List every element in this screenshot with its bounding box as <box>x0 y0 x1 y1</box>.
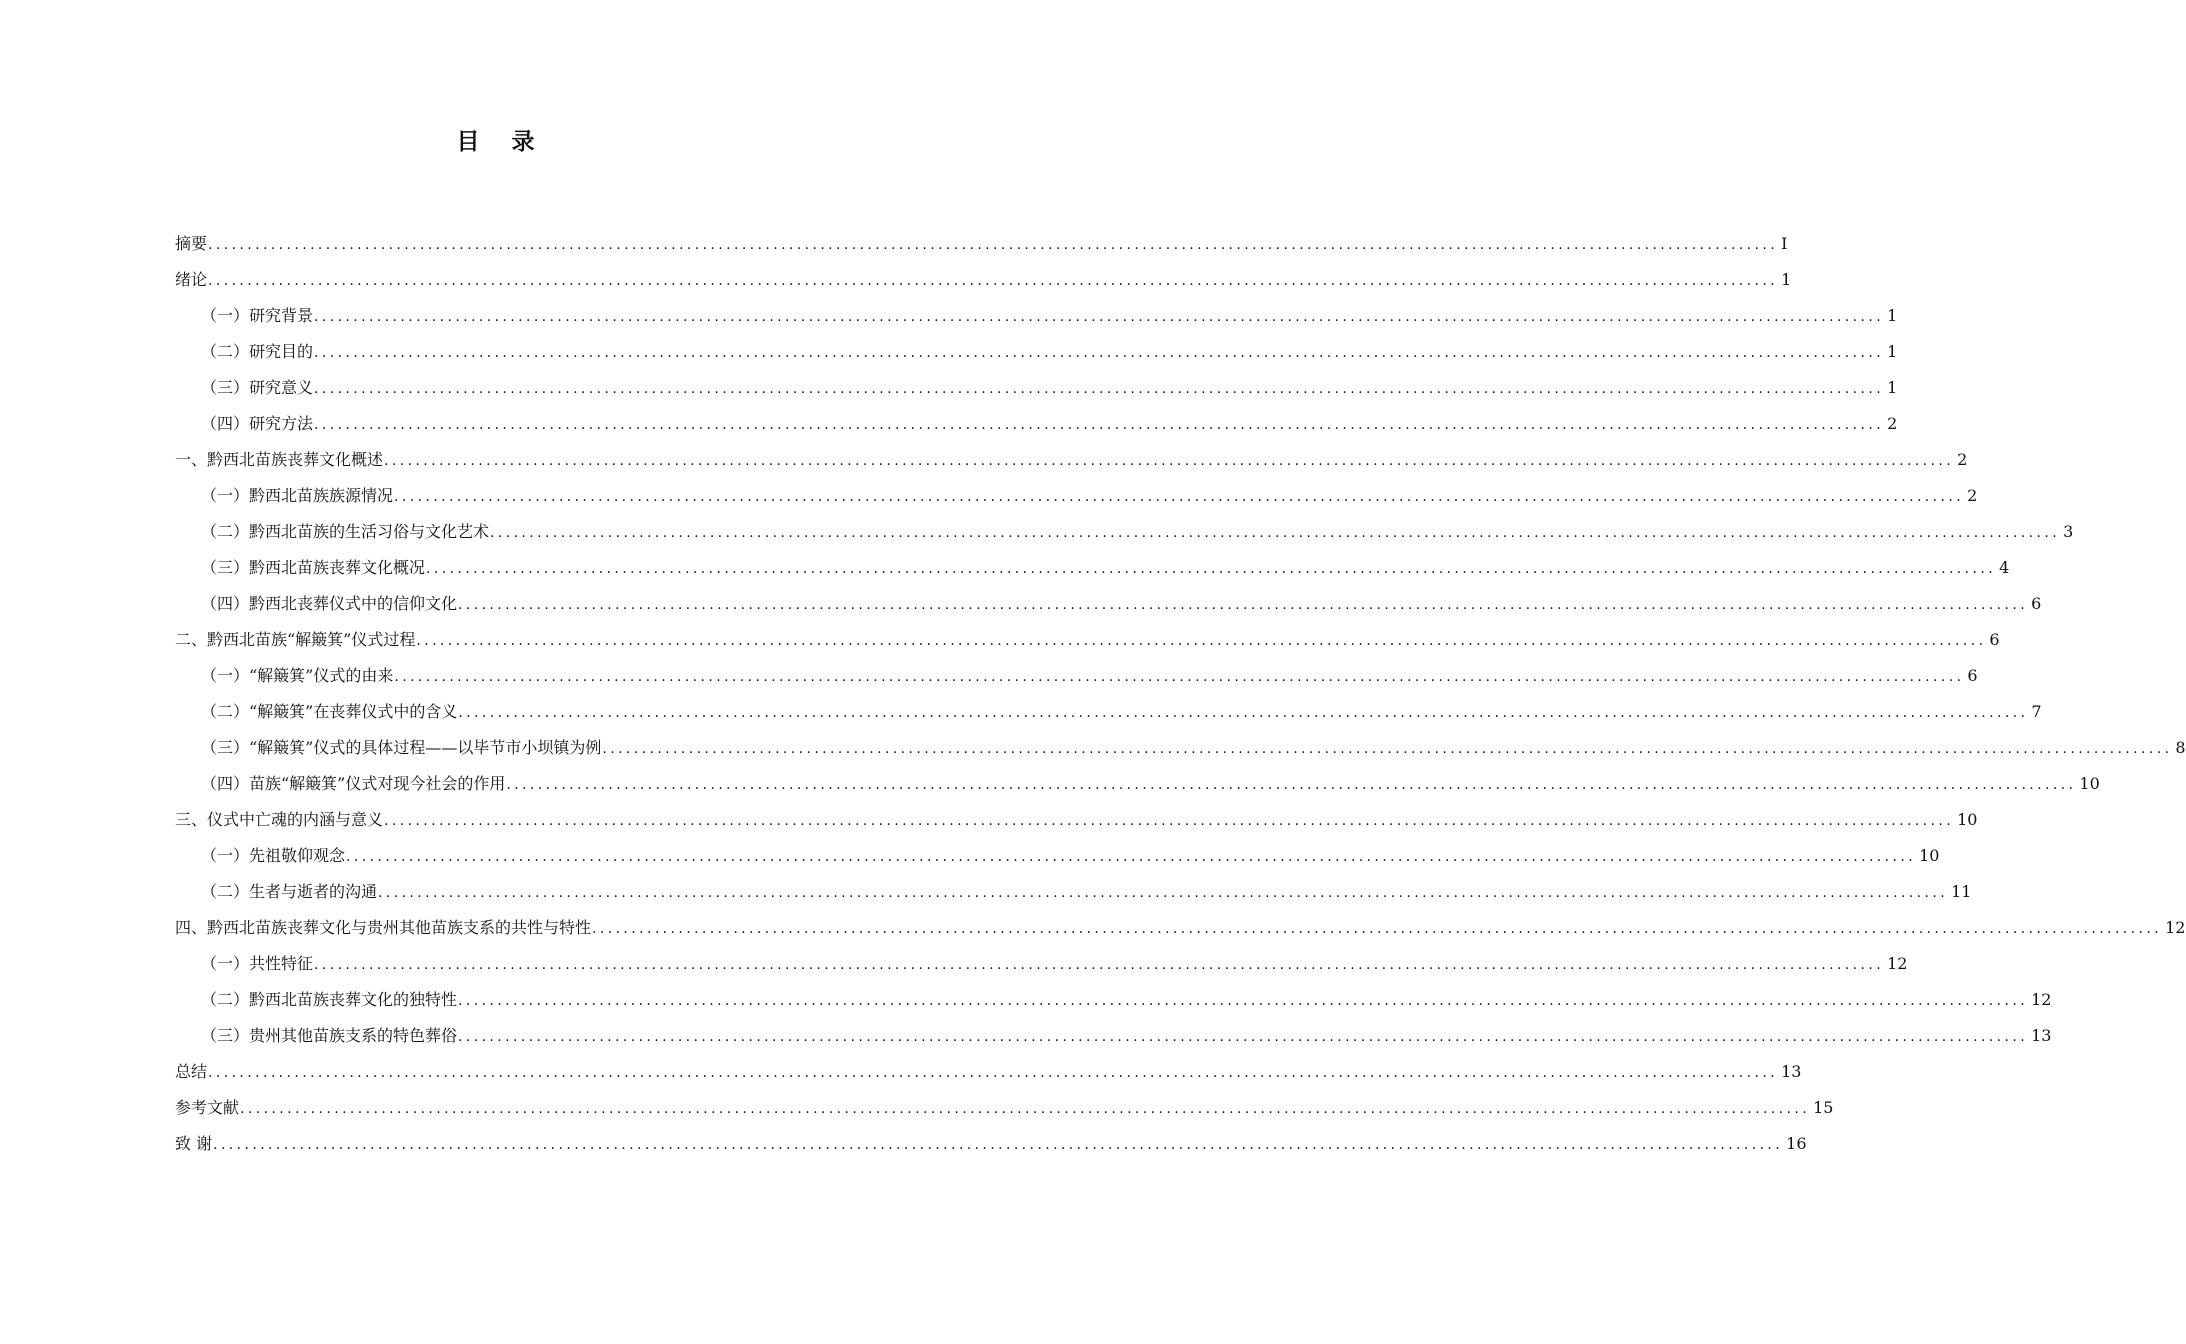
toc-entry-label: （三）贵州其他苗族支系的特色葬俗 <box>201 1026 458 1045</box>
toc-entry-label: （三）研究意义 <box>201 378 314 397</box>
toc-entry-label: （一）共性特征 <box>201 954 314 973</box>
toc-entry-page-number: 6 <box>1967 666 1978 685</box>
toc-entry-label: 摘要 <box>175 234 208 253</box>
toc-entry[interactable] <box>175 910 2186 946</box>
toc-entry[interactable] <box>175 370 1898 406</box>
toc-dot-leader: ........................................................................................................................................................................................................ <box>592 921 2163 937</box>
toc-entry-label: （二）黔西北苗族的生活习俗与文化艺术 <box>201 522 490 541</box>
page-title: 目 录 <box>456 129 547 155</box>
toc-entry-label: （二）研究目的 <box>201 342 314 361</box>
toc-entry-page-number: 2 <box>1957 450 1968 469</box>
toc-entry-page-number: 1 <box>1887 378 1898 397</box>
toc-entry-label: 四、黔西北苗族丧葬文化与贵州其他苗族支系的共性与特性 <box>175 918 592 937</box>
toc-entry-label: 致 谢 <box>175 1134 213 1153</box>
toc-dot-leader: ........................................................................................................................................................................................................ <box>384 453 1955 469</box>
toc-dot-leader: ........................................................................................................................................................................................................ <box>458 597 2029 613</box>
toc-dot-leader: ........................................................................................................................................................................................................ <box>208 237 1779 253</box>
toc-dot-leader: ........................................................................................................................................................................................................ <box>506 777 2077 793</box>
toc-entry-label: （一）黔西北苗族族源情况 <box>201 486 394 505</box>
toc-dot-leader: ........................................................................................................................................................................................................ <box>208 1065 1779 1081</box>
toc-entry[interactable] <box>175 658 1978 694</box>
toc-entry-page-number: 10 <box>2079 774 2100 793</box>
toc-entry[interactable] <box>175 802 1978 838</box>
toc-entry-label: （一）“解簸箕”仪式的由来 <box>201 666 394 685</box>
toc-entry[interactable] <box>175 298 1898 334</box>
toc-entry-page-number: 2 <box>1887 414 1898 433</box>
toc-entry[interactable] <box>175 406 1898 442</box>
toc-entry[interactable] <box>175 226 1788 262</box>
toc-dot-leader: ........................................................................................................................................................................................................ <box>384 813 1955 829</box>
toc-dot-leader: ........................................................................................................................................................................................................ <box>314 381 1885 397</box>
toc-entry-page-number: 1 <box>1887 306 1898 325</box>
toc-entry-label: （二）生者与逝者的沟通 <box>201 882 378 901</box>
toc-entry[interactable] <box>175 946 1908 982</box>
toc-entry[interactable] <box>175 478 1978 514</box>
toc-entry-label: （一）研究背景 <box>201 306 314 325</box>
toc-entry-page-number: 15 <box>1813 1098 1834 1117</box>
toc-entry-page-number: 7 <box>2031 702 2042 721</box>
toc-entry-label: 绪论 <box>175 270 208 289</box>
toc-dot-leader: ........................................................................................................................................................................................................ <box>458 993 2029 1009</box>
table-of-contents <box>175 226 2186 1162</box>
toc-entry[interactable] <box>175 694 2042 730</box>
toc-dot-leader: ........................................................................................................................................................................................................ <box>426 561 1997 577</box>
toc-entry-label: （三）“解簸箕”仪式的具体过程——以毕节市小坝镇为例 <box>201 738 602 757</box>
toc-entry-page-number: 13 <box>2031 1026 2052 1045</box>
toc-entry-page-number: 2 <box>1967 486 1978 505</box>
toc-entry-page-number: 8 <box>2175 738 2186 757</box>
toc-entry[interactable] <box>175 586 2042 622</box>
toc-dot-leader: ........................................................................................................................................................................................................ <box>458 705 2029 721</box>
toc-entry-label: 参考文献 <box>175 1098 240 1117</box>
toc-entry[interactable] <box>175 874 1972 910</box>
toc-entry[interactable] <box>175 1126 1807 1162</box>
toc-entry[interactable] <box>175 838 1940 874</box>
toc-entry-label: 一、黔西北苗族丧葬文化概述 <box>175 450 384 469</box>
toc-entry[interactable] <box>175 514 2074 550</box>
toc-entry-label: （四）苗族“解簸箕”仪式对现今社会的作用 <box>201 774 506 793</box>
toc-dot-leader: ........................................................................................................................................................................................................ <box>602 741 2173 757</box>
toc-entry[interactable] <box>175 550 2010 586</box>
toc-entry[interactable] <box>175 1018 2052 1054</box>
toc-dot-leader: ........................................................................................................................................................................................................ <box>213 1137 1784 1153</box>
toc-entry-page-number: 1 <box>1887 342 1898 361</box>
toc-entry-page-number: 12 <box>2165 918 2186 937</box>
toc-dot-leader: ........................................................................................................................................................................................................ <box>314 417 1885 433</box>
toc-dot-leader: ........................................................................................................................................................................................................ <box>378 885 1949 901</box>
toc-entry[interactable] <box>175 982 2052 1018</box>
toc-entry-page-number: 10 <box>1957 810 1978 829</box>
toc-entry-page-number: 6 <box>2031 594 2042 613</box>
toc-entry[interactable] <box>175 442 1968 478</box>
toc-entry-label: （二）黔西北苗族丧葬文化的独特性 <box>201 990 458 1009</box>
toc-entry[interactable] <box>175 1090 1834 1126</box>
toc-entry-label: 三、仪式中亡魂的内涵与意义 <box>175 810 384 829</box>
toc-entry-page-number: I <box>1781 234 1788 253</box>
toc-dot-leader: ........................................................................................................................................................................................................ <box>394 669 1965 685</box>
toc-entry-page-number: 6 <box>1989 630 2000 649</box>
toc-entry-page-number: 10 <box>1919 846 1940 865</box>
toc-entry-page-number: 16 <box>1786 1134 1807 1153</box>
toc-entry-label: 总结 <box>175 1062 208 1081</box>
toc-dot-leader: ........................................................................................................................................................................................................ <box>208 273 1779 289</box>
toc-entry-label: （四）研究方法 <box>201 414 314 433</box>
toc-dot-leader: ........................................................................................................................................................................................................ <box>346 849 1917 865</box>
toc-dot-leader: ........................................................................................................................................................................................................ <box>240 1101 1811 1117</box>
toc-entry-label: （二）“解簸箕”在丧葬仪式中的含义 <box>201 702 458 721</box>
toc-entry[interactable] <box>175 334 1898 370</box>
toc-entry-page-number: 13 <box>1781 1062 1802 1081</box>
toc-entry-label: （三）黔西北苗族丧葬文化概况 <box>201 558 426 577</box>
toc-entry-page-number: 4 <box>1999 558 2010 577</box>
toc-entry-page-number: 12 <box>1887 954 1908 973</box>
toc-entry[interactable] <box>175 262 1792 298</box>
toc-entry-page-number: 1 <box>1781 270 1792 289</box>
toc-entry[interactable] <box>175 622 2000 658</box>
toc-dot-leader: ........................................................................................................................................................................................................ <box>394 489 1965 505</box>
toc-entry-label: 二、黔西北苗族“解簸箕”仪式过程 <box>175 630 416 649</box>
toc-entry[interactable] <box>175 730 2186 766</box>
toc-entry-label: （四）黔西北丧葬仪式中的信仰文化 <box>201 594 458 613</box>
toc-entry-page-number: 12 <box>2031 990 2052 1009</box>
toc-dot-leader: ........................................................................................................................................................................................................ <box>314 345 1885 361</box>
toc-entry[interactable] <box>175 766 2100 802</box>
toc-entry-label: （一）先祖敬仰观念 <box>201 846 346 865</box>
toc-dot-leader: ........................................................................................................................................................................................................ <box>458 1029 2029 1045</box>
toc-dot-leader: ........................................................................................................................................................................................................ <box>314 309 1885 325</box>
toc-entry-page-number: 11 <box>1951 882 1972 901</box>
toc-dot-leader: ........................................................................................................................................................................................................ <box>490 525 2061 541</box>
toc-dot-leader: ........................................................................................................................................................................................................ <box>314 957 1885 973</box>
toc-entry-page-number: 3 <box>2063 522 2074 541</box>
toc-dot-leader: ........................................................................................................................................................................................................ <box>416 633 1987 649</box>
toc-entry[interactable] <box>175 1054 1802 1090</box>
